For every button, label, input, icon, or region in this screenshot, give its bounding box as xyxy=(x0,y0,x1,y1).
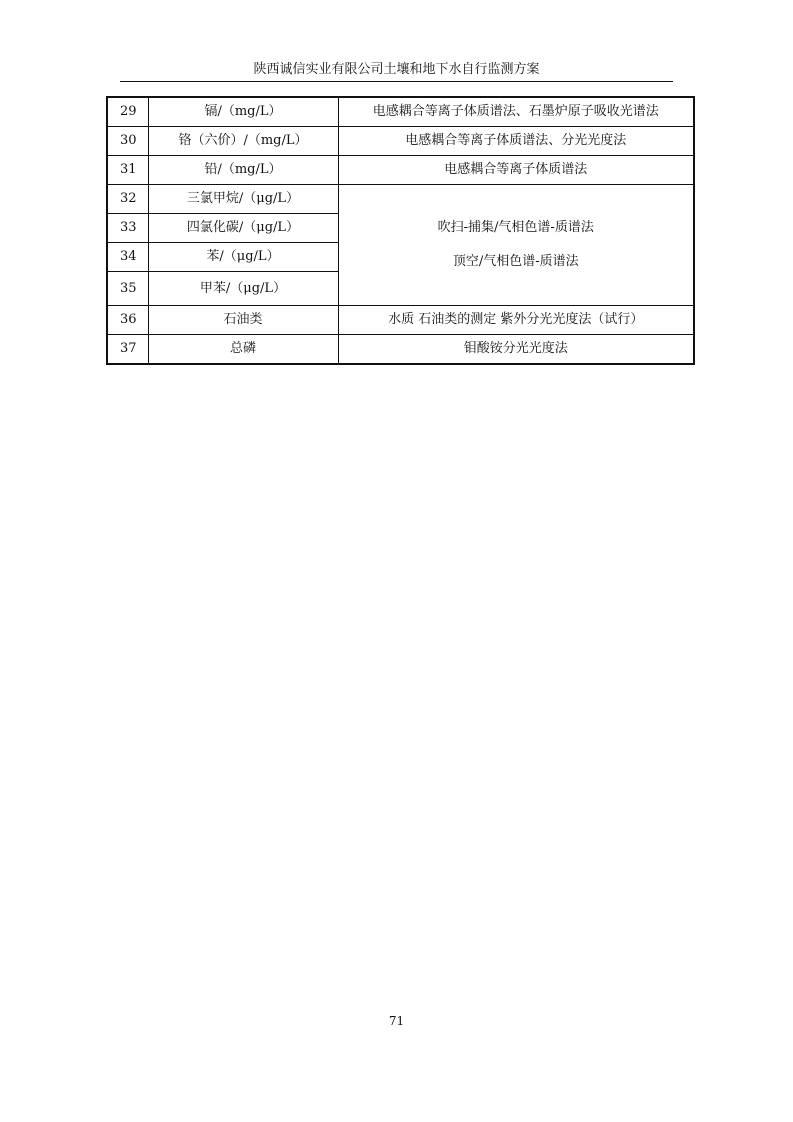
row-number: 37 xyxy=(107,335,148,365)
table-row xyxy=(107,156,694,185)
analysis-method: 水质 石油类的测定 紫外分光光度法（试行） xyxy=(338,306,694,335)
page-number: 71 xyxy=(388,1014,405,1028)
row-number: 30 xyxy=(107,127,148,156)
table-row xyxy=(107,335,694,365)
monitoring-item: 石油类 xyxy=(148,306,338,335)
row-number: 34 xyxy=(107,243,148,272)
row-number: 31 xyxy=(107,156,148,185)
analysis-method: 电感耦合等离子体质谱法、石墨炉原子吸收光谱法 xyxy=(338,97,694,127)
merged-analysis-method xyxy=(338,185,694,306)
analysis-method: 电感耦合等离子体质谱法 xyxy=(338,156,694,185)
monitoring-item: 总磷 xyxy=(148,335,338,365)
row-number: 32 xyxy=(107,185,148,214)
table-row xyxy=(107,185,694,214)
monitoring-item: 四氯化碳/（μg/L） xyxy=(148,214,338,243)
table-row xyxy=(107,306,694,335)
table-row xyxy=(107,97,694,127)
monitoring-methods-table xyxy=(106,96,695,365)
monitoring-item: 甲苯/（μg/L） xyxy=(148,272,338,306)
method-line-purge-trap: 吹扫-捕集/气相色谱-质谱法 xyxy=(437,220,594,235)
table-row xyxy=(107,127,694,156)
method-line-headspace: 顶空/气相色谱-质谱法 xyxy=(452,254,579,269)
row-number: 35 xyxy=(107,272,148,306)
analysis-method: 钼酸铵分光光度法 xyxy=(338,335,694,365)
row-number: 29 xyxy=(107,97,148,127)
row-number: 36 xyxy=(107,306,148,335)
analysis-method: 电感耦合等离子体质谱法、分光光度法 xyxy=(338,127,694,156)
monitoring-item: 铅/（mg/L） xyxy=(148,156,338,185)
monitoring-item: 镉/（mg/L） xyxy=(148,97,338,127)
row-number: 33 xyxy=(107,214,148,243)
page-header: 陕西诚信实业有限公司土壤和地下水自行监测方案 xyxy=(253,62,540,77)
monitoring-item: 铬（六价）/（mg/L） xyxy=(148,127,338,156)
monitoring-item: 苯/（μg/L） xyxy=(148,243,338,272)
monitoring-item: 三氯甲烷/（μg/L） xyxy=(148,185,338,214)
header-divider xyxy=(120,81,673,82)
